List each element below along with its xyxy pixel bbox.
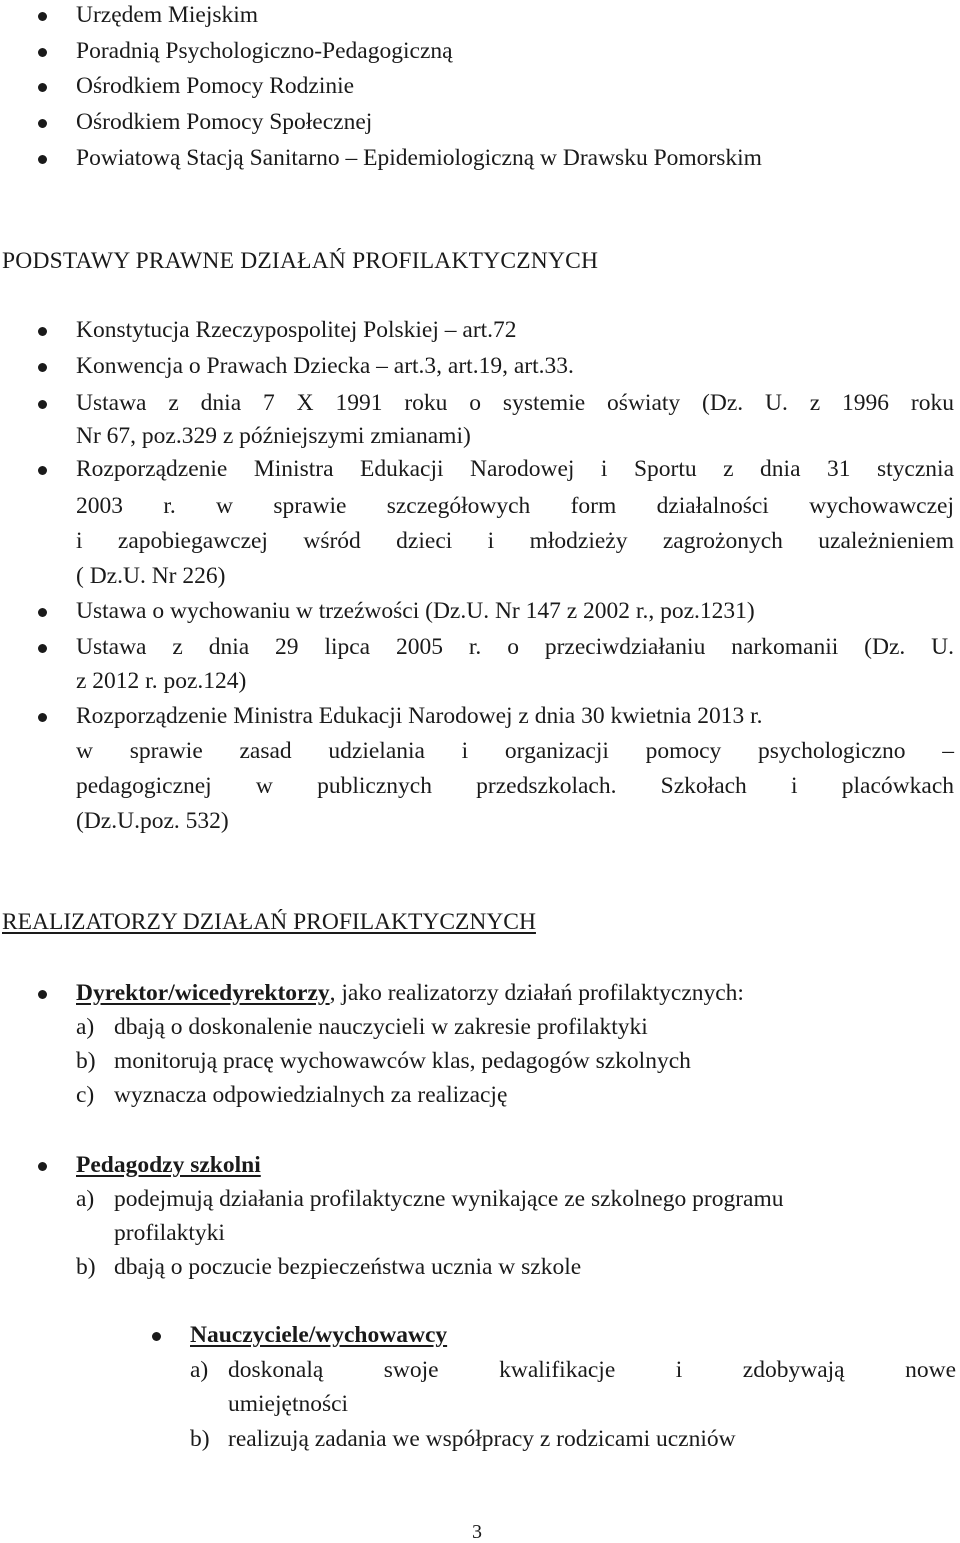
bullet-icon: [38, 400, 47, 409]
list-letter: a): [76, 1186, 95, 1212]
bullet-icon: [38, 713, 47, 722]
list-item: dbają o poczucie bezpieczeństwa ucznia w szkole: [114, 1254, 582, 1280]
list-letter: b): [190, 1426, 210, 1452]
bullet-icon: [38, 12, 47, 21]
list-item: Ustawa o wychowaniu w trzeźwości (Dz.U. Nr 147 z 2002 r., poz.1231): [76, 598, 755, 624]
list-item: podejmują działania profilaktyczne wynikające ze szkolnego programu: [114, 1186, 784, 1212]
list-item-line: i zapobiegawczej wśród dzieci i młodzieży zagrożonych uzależnieniem: [76, 528, 954, 554]
list-item: Urzędem Miejskim: [76, 2, 259, 28]
bullet-icon: [38, 119, 47, 128]
list-item: Ośrodkiem Pomocy Rodzinie: [76, 73, 355, 99]
list-item-line: z 2012 r. poz.124): [76, 668, 247, 694]
list-item-line: pedagogicznej w publicznych przedszkolach. Szkołach i placówkach: [76, 773, 954, 799]
bullet-icon: [38, 608, 47, 617]
list-item: dbają o doskonalenie nauczycieli w zakresie profilaktyki: [114, 1014, 648, 1040]
list-item-line: Ustawa z dnia 7 X 1991 roku o systemie oświaty (Dz. U. z 1996 roku: [76, 390, 954, 416]
bullet-icon: [38, 1162, 47, 1171]
list-item-line: Rozporządzenie Ministra Edukacji Narodowej i Sportu z dnia 31 stycznia: [76, 456, 954, 482]
list-item-line: ( Dz.U. Nr 226): [76, 563, 226, 589]
list-letter: b): [76, 1254, 96, 1280]
bullet-icon: [38, 327, 47, 336]
bullet-icon: [38, 990, 47, 999]
list-item-line: w sprawie zasad udzielania i organizacji pomocy psychologiczno –: [76, 738, 954, 764]
directors-line: [76, 982, 744, 1006]
list-letter: a): [190, 1357, 209, 1383]
list-item-line: Nr 67, poz.329 z późniejszymi zmianami): [76, 423, 471, 449]
teachers-title: Nauczyciele/wychowawcy: [190, 1322, 448, 1348]
bullet-icon: [38, 83, 47, 92]
bullet-icon: [38, 155, 47, 164]
list-item: Ośrodkiem Pomocy Społecznej: [76, 109, 373, 135]
legal-heading: PODSTAWY PRAWNE DZIAŁAŃ PROFILAKTYCZNYCH: [2, 248, 599, 274]
list-item: monitorują pracę wychowawców klas, pedagogów szkolnych: [114, 1048, 691, 1074]
list-item: Powiatową Stacją Sanitarno – Epidemiologiczną w Drawsku Pomorskim: [76, 145, 762, 171]
bullet-icon: [38, 466, 47, 475]
page-number: 3: [472, 1521, 482, 1543]
list-item: realizują zadania we współpracy z rodzicami uczniów: [228, 1426, 736, 1452]
list-item: profilaktyki: [114, 1220, 225, 1246]
list-item-line: (Dz.U.poz. 532): [76, 808, 229, 834]
list-item-line: Rozporządzenie Ministra Edukacji Narodowej z dnia 30 kwietnia 2013 r.: [76, 703, 763, 729]
list-item: Konwencja o Prawach Dziecka – art.3, art.19, art.33.: [76, 353, 574, 379]
directors-title: Dyrektor/wicedyrektorzy: [76, 980, 330, 1006]
bullet-icon: [152, 1332, 161, 1341]
bullet-icon: [38, 644, 47, 653]
list-item: Poradnią Psychologiczno-Pedagogiczną: [76, 38, 453, 64]
list-letter: b): [76, 1048, 96, 1074]
list-letter: a): [76, 1014, 95, 1040]
directors-rest: , jako realizatorzy działań profilaktycznych:: [329, 980, 744, 1006]
list-item-line: 2003 r. w sprawie szczegółowych form działalności wychowawczej: [76, 493, 954, 519]
list-item: doskonalą swoje kwalifikacje i zdobywają nowe: [228, 1357, 956, 1383]
bullet-icon: [38, 363, 47, 372]
implementers-heading: REALIZATORZY DZIAŁAŃ PROFILAKTYCZNYCH: [2, 909, 536, 935]
list-item: Konstytucja Rzeczypospolitej Polskiej – art.72: [76, 317, 517, 343]
list-item: umiejętności: [228, 1391, 349, 1417]
list-letter: c): [76, 1082, 95, 1108]
pedagogues-title: Pedagodzy szkolni: [76, 1152, 261, 1178]
list-item-line: Ustawa z dnia 29 lipca 2005 r. o przeciwdziałaniu narkomanii (Dz. U.: [76, 634, 954, 660]
list-item: wyznacza odpowiedzialnych za realizację: [114, 1082, 508, 1108]
bullet-icon: [38, 48, 47, 57]
